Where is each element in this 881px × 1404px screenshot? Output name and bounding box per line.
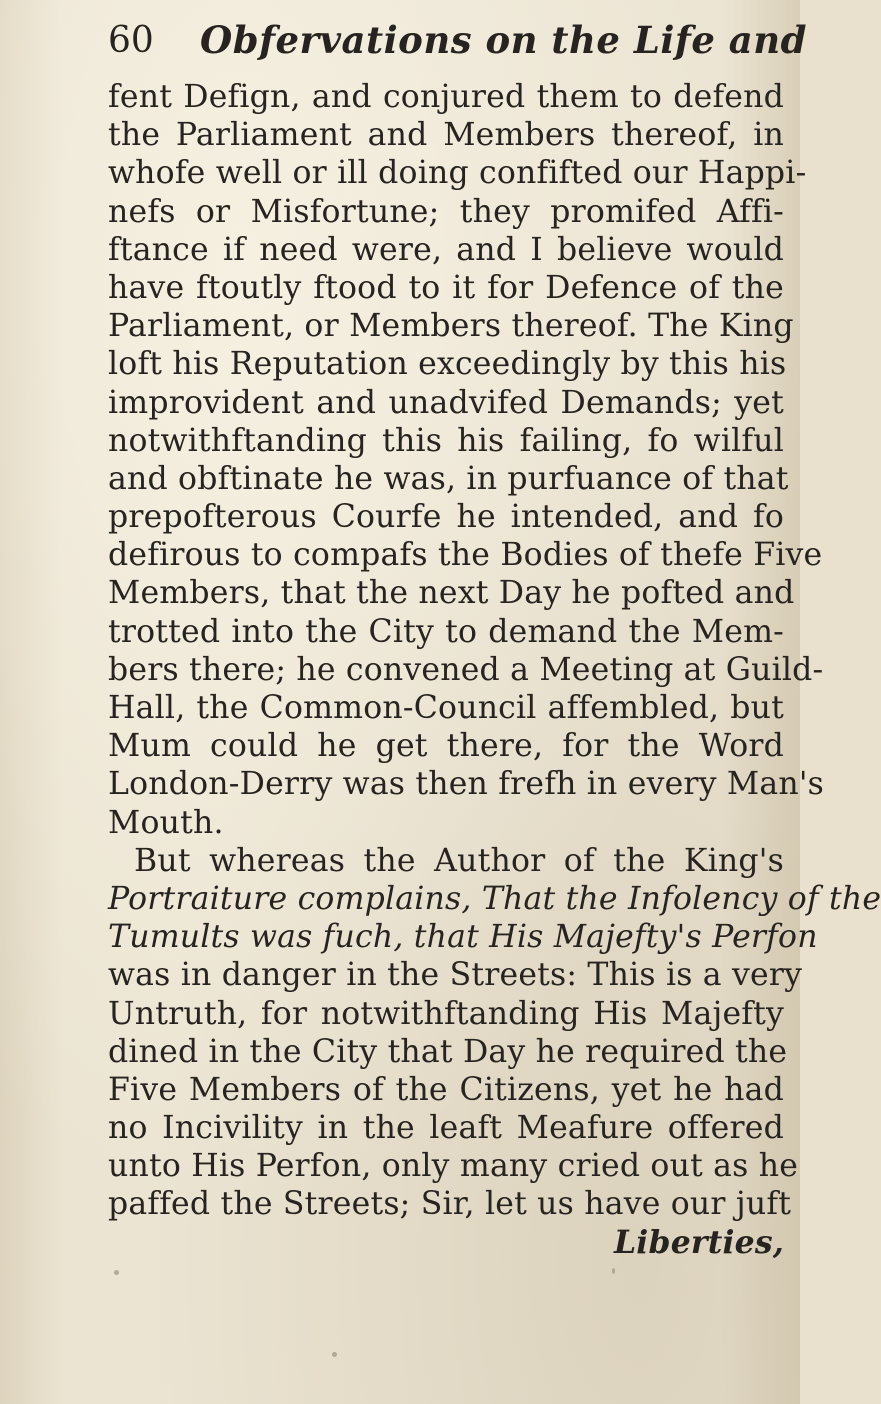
running-head: Obfervations on the Life and	[200, 18, 807, 62]
text-line: the Parliament and Members thereof, in	[108, 117, 784, 154]
page-number: 60	[108, 20, 154, 61]
text-line: and obftinate he was, in purfuance of that	[108, 460, 789, 497]
body-text	[108, 78, 881, 1262]
text-line: no Incivility in the leaft Meafure offered	[108, 1110, 784, 1147]
text-line: London-Derry was then frefh in every Man's	[108, 766, 825, 803]
page-header	[108, 14, 807, 68]
text-line: loft his Reputation exceedingly by this his	[108, 346, 787, 383]
text-line: improvident and unadvifed Demands; yet	[108, 384, 784, 421]
text-line: have ftoutly ftood to it for Defence of the	[108, 269, 784, 306]
text-line: Mum could he get there, for the Word	[108, 728, 784, 765]
text-line: trotted into the City to demand the Mem-	[108, 613, 784, 650]
text-line: nefs or Misfortune; they promifed Affi-	[108, 193, 784, 230]
text-line: whofe well or ill doing confifted our Happi-	[108, 155, 807, 192]
text-line: Parliament, or Members thereof. The King	[108, 308, 794, 345]
catchword: Liberties,	[613, 1223, 784, 1261]
text-line: notwithftanding this his failing, fo wilful	[108, 422, 784, 459]
text-line: Untruth, for notwithftanding His Majefty	[108, 995, 784, 1032]
text-line: Portraiture complains, That the Infolency of the	[108, 880, 881, 917]
text-line: paffed the Streets; Sir, let us have our juft	[108, 1186, 792, 1223]
text-line: unto His Perfon, only many cried out as he	[108, 1148, 799, 1185]
text-line: fent Defign, and conjured them to defend	[108, 79, 784, 115]
text-line: dined in the City that Day he required the	[108, 1033, 788, 1070]
text-line: defirous to compafs the Bodies of thefe Five	[108, 537, 823, 574]
paragraph-start-line: But whereas the Author of the King's	[134, 842, 784, 879]
text-line: was in danger in the Streets: This is a very	[108, 957, 803, 994]
text-line: bers there; he convened a Meeting at Guild-	[108, 651, 824, 688]
text-line: Mouth.	[108, 804, 224, 841]
text-line: Five Members of the Citizens, yet he had	[108, 1071, 784, 1108]
paper-speck	[612, 1268, 615, 1274]
paper-speck	[332, 1352, 337, 1357]
paper-speck	[114, 1270, 119, 1275]
text-line: Members, that the next Day he pofted and	[108, 575, 795, 612]
text-line: prepofterous Courfe he intended, and fo	[108, 499, 784, 536]
text-line: ftance if need were, and I believe would	[108, 231, 784, 268]
text-line: Tumults was fuch, that His Majefty's Perfon	[108, 919, 818, 956]
text-line: Hall, the Common-Council affembled, but	[108, 690, 784, 726]
